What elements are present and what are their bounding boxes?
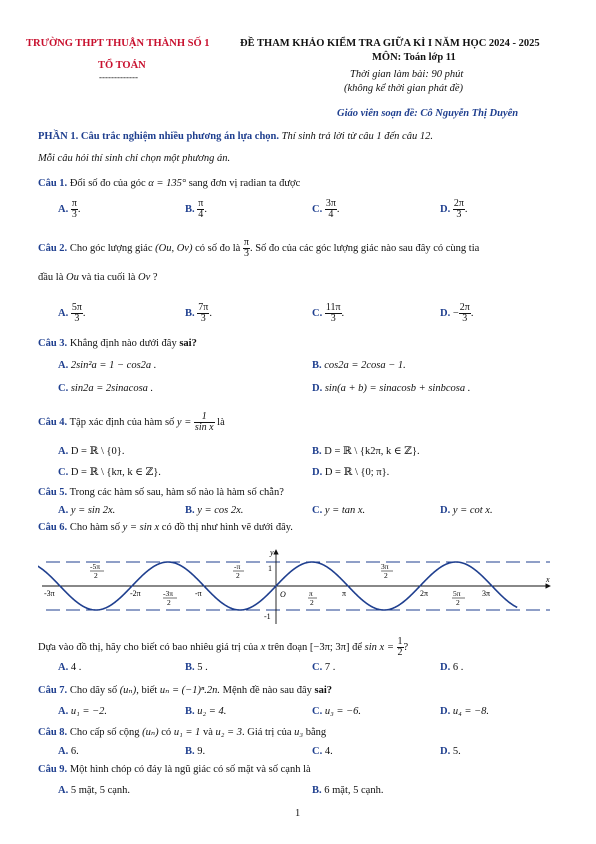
question-text: có đồ thị như hình vẽ dưới đây. [161,522,293,533]
q7-option-c[interactable] [312,706,361,717]
question-3 [38,338,197,349]
question-text: có số đo là [195,242,241,254]
svg-text:2: 2 [456,598,460,607]
question-number: Câu 6. [38,522,68,533]
q4-option-b[interactable] [312,445,420,457]
math-expr: (Ou, Ov) [155,242,193,254]
option-label: A. [58,505,69,516]
option-label: A. [58,706,69,717]
emphasis: sai? [179,338,197,349]
option-label: B. [312,446,322,457]
part1-instruction: Thí sinh trả lời từ câu 1 đến câu 12. [281,131,433,142]
question-text: Khẳng định nào dưới đây [69,338,177,349]
option-label: A. [58,446,69,457]
question-number: Câu 1. [38,178,68,189]
exam-time-note: (không kể thời gian phát đề) [344,83,464,94]
label-minus-one: -1 [264,612,271,621]
fraction: $\frac{3\pi}{4}$ [325,198,336,220]
option-label: D. [440,746,451,757]
fraction: $\frac{2\pi}{3}$ [453,198,464,220]
exam-title: ĐỀ THAM KHẢO KIỂM TRA GIỮA KÌ I NĂM HỌC 2024 - 2025 [240,38,540,49]
option-label: A. [58,662,69,673]
q9-option-a[interactable] [58,785,130,796]
q1-option-d[interactable]: D. $\frac{2\pi}{3}$ . [440,198,468,220]
tick-3pi: 3π [482,589,491,598]
math-expr: 5 . [197,662,208,673]
math-expr: u₂ = 3 [215,727,242,738]
q4-option-a[interactable] [58,445,124,457]
q6-option-c[interactable] [312,662,335,673]
math-expr: sin x = [364,641,394,653]
math-expr: x [260,641,266,653]
tick-pi: π [342,589,347,598]
tick-minus-3pi-2 [163,589,177,607]
math-expr: sin(a + b) = sinacosb + sinbcosa . [324,383,471,394]
option-label: D. [440,505,451,516]
question-number: Câu 7. [38,685,68,696]
y-axis-label: y [270,548,274,557]
fraction: $\frac{1}{2}$ [397,636,403,658]
math-expr: 6. [70,746,79,757]
question-text: để [352,641,363,653]
tick-minus-3pi: -3π [44,589,55,598]
option-label: B. [312,785,322,796]
math-expr: y = tan x. [324,505,366,516]
q5-option-d[interactable] [440,505,493,516]
option-label: B. [185,746,195,757]
svg-text:π: π [309,589,313,598]
question-number: Câu 5. [38,487,68,498]
math-expr: Ov [138,272,151,283]
q6-option-d[interactable] [440,662,463,673]
svg-text:-π: -π [234,562,241,571]
math-expr: y = cot x. [452,505,493,516]
question-4 [38,412,225,433]
svg-text:2: 2 [310,598,314,607]
q2-option-c[interactable]: C. $\frac{11\pi}{3}$ . [312,302,345,324]
teacher: Giáo viên soạn đề: Cô Nguyễn Thị Duyên [337,108,519,119]
option-label: B. [185,203,195,215]
question-number: Câu 9. [38,764,68,775]
math-expr: 4 . [70,662,82,673]
tick-minus-pi-2 [233,562,244,580]
option-label: C. [312,746,323,757]
q9-option-b[interactable] [312,785,383,796]
question-text: Tập xác định của hàm số [69,416,175,428]
page-number: 1 [295,808,301,819]
question-6-ask [38,637,408,658]
option-label: D. [440,706,451,717]
question-text: đầu là [38,272,64,283]
question-text: Mệnh đề nào sau đây [222,685,312,696]
option-label: B. [185,307,195,319]
question-text: ? [152,272,158,283]
q1-option-b[interactable]: B. $\frac{\pi}{4}$ . [185,198,207,220]
q3-option-d[interactable] [312,383,470,394]
math-expr: D = ℝ \ {kπ, k ∈ ℤ}. [70,467,161,478]
q8-option-b[interactable] [185,746,205,757]
math-expr: u₃ = −6. [324,706,362,717]
q7-option-a[interactable] [58,706,107,717]
svg-text:-3π: -3π [163,589,174,598]
q4-option-c[interactable] [58,466,161,478]
fraction: $\frac{\pi}{3}$ [243,237,249,259]
question-text: ? [403,641,409,653]
tick-minus-5pi-2 [90,562,104,580]
option-label: C. [312,706,323,717]
question-text: , biết [136,685,158,696]
tick-pi-2 [308,589,317,607]
question-5 [38,487,284,498]
question-6 [38,522,293,533]
question-text: . Số đo của các góc lượng giác nào sau đây có cùng tia [249,242,480,254]
math-expr: cos2a = 2cosa − 1. [324,360,406,371]
q6-option-b[interactable] [185,662,208,673]
question-number: Câu 3. [38,338,68,349]
q3-option-c[interactable] [58,383,153,394]
svg-text:2: 2 [94,571,98,580]
emphasis: sai? [314,685,333,696]
fraction: $\frac{2\pi}{3}$ [459,302,470,324]
sine-graph [38,546,558,626]
option-label: D. [440,662,451,673]
option-label: C. [58,467,69,478]
math-expr: (uₙ) [119,685,137,696]
q5-option-b[interactable] [185,505,243,516]
math-expr: 6 mặt, 5 cạnh. [324,785,384,796]
option-label: A. [58,203,69,215]
tick-minus-2pi: -2π [130,589,141,598]
math-expr: 5. [452,746,461,757]
option-label: A. [58,360,69,371]
fraction: $\frac{11\pi}{3}$ [325,302,341,324]
x-axis-label: x [546,575,550,584]
option-label: D. [440,203,451,215]
school-name: TRƯỜNG THPT THUẬN THÀNH SỐ 1 [26,38,210,49]
math-expr: u₂ = 4. [197,706,227,717]
math-expr: D = ℝ \ {k2π, k ∈ ℤ}. [324,446,420,457]
question-text: Trong các hàm số sau, hàm số nào là hàm số chẵn? [69,487,284,498]
question-text: Đổi số đo của góc [69,178,146,189]
math-expr: 9. [197,746,206,757]
q5-option-a[interactable] [58,505,115,516]
math-expr: sin2a = 2sinacosa . [70,383,154,394]
option-label: C. [312,505,323,516]
math-expr: u₃ [294,727,304,738]
math-expr: u₁ = 1 [173,727,201,738]
question-text: Một hình chóp có đáy là ngũ giác có số mặt và số cạnh là [69,764,311,775]
svg-text:2: 2 [236,571,240,580]
question-7 [38,684,332,696]
option-label: A. [58,307,69,319]
subject: MÔN: Toán lớp 11 [372,52,456,63]
q1-option-c[interactable]: C. $\frac{3\pi}{4}$ . [312,198,340,220]
fraction: $\frac{5\pi}{3}$ [71,302,82,324]
math-expr: y = sin x [122,522,160,533]
question-2-line2 [38,272,158,283]
math-expr: u₄ = −8. [452,706,490,717]
tick-5pi-2 [452,589,465,607]
question-number: Câu 8. [38,727,68,738]
q7-option-d[interactable] [440,706,489,717]
question-text: Cho dãy số [69,685,118,696]
option-label: C. [312,662,323,673]
option-label: B. [185,706,195,717]
minus-sign: − [452,307,459,319]
question-text: Dựa vào đồ thị, hãy cho biết có bao nhiêu giá trị của [38,641,258,653]
question-text: là [217,416,225,428]
math-expr: D = ℝ \ {0; π}. [324,467,390,478]
option-label: C. [312,203,323,215]
option-label: B. [312,360,322,371]
fraction: $\frac{\pi}{3}$ [71,198,77,220]
option-label: C. [312,307,323,319]
question-text: . Giá trị của [241,727,292,738]
option-label: D. [440,307,451,319]
fraction: $\frac{\pi}{4}$ [198,198,204,220]
q3-option-a[interactable] [58,360,156,371]
option-label: B. [185,662,195,673]
question-text: sang đơn vị radian ta được [188,178,301,189]
option-label: A. [58,785,69,796]
q2-option-a[interactable]: A. $\frac{5\pi}{3}$ . [58,302,86,324]
question-text: Cho cấp số cộng [69,727,140,738]
question-text: Cho hàm số [69,522,120,533]
math-expr: u₁ = −2. [70,706,108,717]
option-label: B. [185,505,195,516]
question-text: có [161,727,172,738]
math-expr: 2sin²a = 1 − cos2a . [70,360,157,371]
question-2 [38,238,479,259]
math-expr: [−3π; 3π] [309,641,350,653]
math-expr: Ou [66,272,79,283]
q8-option-d[interactable] [440,746,461,757]
question-text: và [202,727,213,738]
department-underline: ------------- [99,72,138,82]
q2-option-d[interactable]: D. − $\frac{2\pi}{3}$ . [440,302,474,324]
fraction: $\frac{7\pi}{3}$ [198,302,209,324]
question-1 [38,178,300,189]
part1-title: PHẦN 1. Câu trắc nghiệm nhiều phương án lựa chọn. [38,131,279,142]
math-expr: (uₙ) [142,727,159,738]
q6-option-a[interactable] [58,662,81,673]
question-number: Câu 2. [38,242,68,254]
q1-option-a[interactable]: A. $\frac{\pi}{3}$ . [58,198,81,220]
question-text: và tia cuối là [81,272,136,283]
option-label: D. [312,383,323,394]
q3-option-b[interactable] [312,360,406,371]
math-expr: 4. [324,746,333,757]
svg-text:2: 2 [384,571,388,580]
part1-instruction2: Mỗi câu hỏi thí sinh chỉ chọn một phương án. [38,153,231,164]
origin-label: O [280,590,286,599]
q4-option-d[interactable] [312,466,389,478]
math-expr: y = cos 2x. [197,505,244,516]
tick-2pi: 2π [420,589,429,598]
option-label: D. [312,467,323,478]
option-label: A. [58,746,69,757]
tick-minus-pi: -π [195,589,202,598]
q7-option-b[interactable] [185,706,226,717]
fraction: $\frac{1}{\text{sin x}}$ [194,411,214,433]
math-expr: uₙ = (−1)ⁿ.2n. [159,685,221,696]
math-expr: 6 . [452,662,464,673]
svg-text:-5π: -5π [90,562,101,571]
q8-option-c[interactable] [312,746,333,757]
math-expr: D = ℝ \ {0}. [70,446,125,457]
question-text: bằng [305,727,327,738]
department: TỔ TOÁN [98,60,146,71]
question-9 [38,764,311,775]
option-label: C. [58,383,69,394]
question-text: Cho góc lượng giác [69,242,153,254]
math-expr: y = [176,416,192,428]
math-expr: α = 135° [148,178,187,189]
question-number: Câu 4. [38,416,68,428]
math-expr: 7 . [324,662,336,673]
svg-text:5π: 5π [453,589,461,598]
q5-option-c[interactable] [312,505,365,516]
question-8 [38,726,326,738]
part1-heading [38,131,433,142]
math-expr: y = sin 2x. [70,505,116,516]
svg-text:3π: 3π [381,562,389,571]
math-expr: 5 mặt, 5 cạnh. [70,785,131,796]
tick-3pi-2 [381,562,393,580]
q8-option-a[interactable] [58,746,79,757]
q2-option-b[interactable]: B. $\frac{7\pi}{3}$ . [185,302,212,324]
svg-text:2: 2 [167,598,171,607]
question-text: trên đoạn [267,641,308,653]
label-one: 1 [268,564,272,573]
exam-time: Thời gian làm bài: 90 phút [350,69,464,80]
